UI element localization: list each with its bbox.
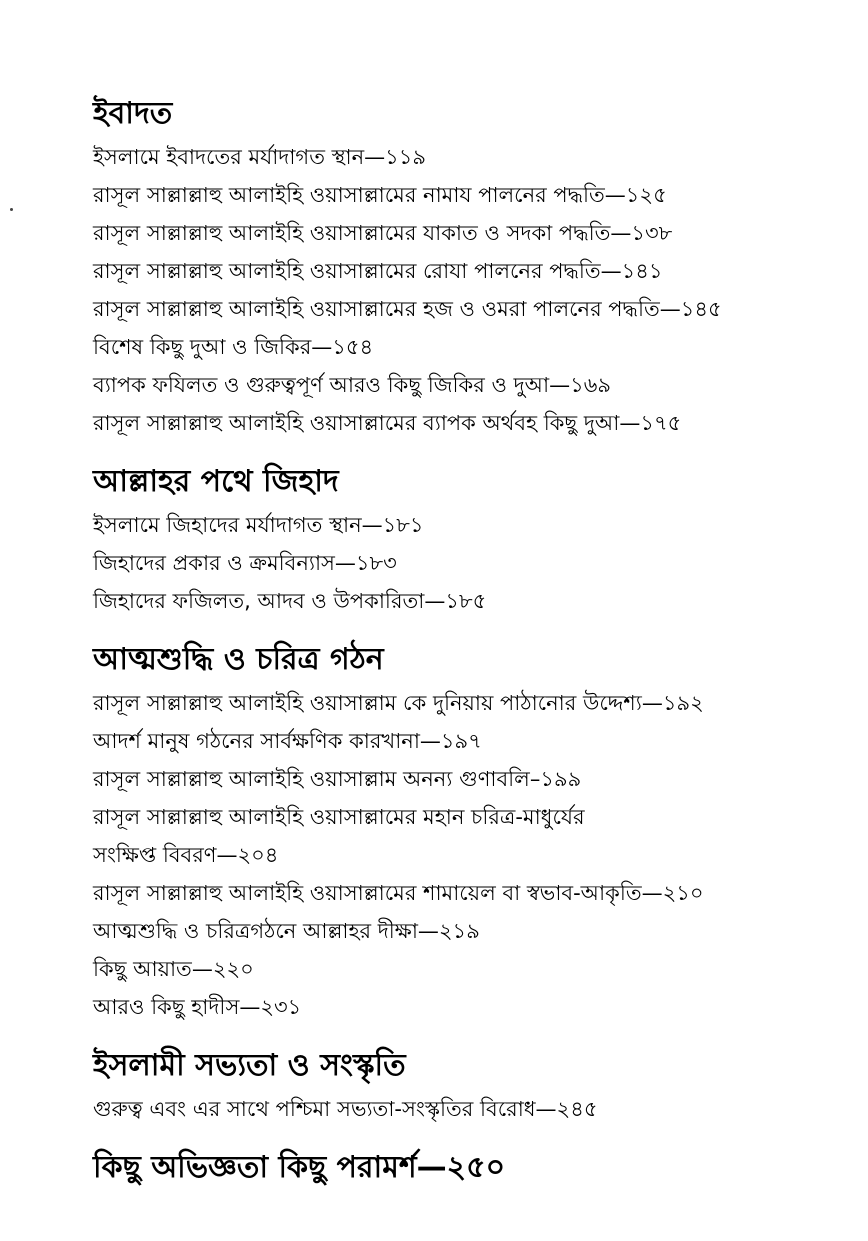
toc-entry: বিশেষ কিছু দুআ ও জিকির—১৫৪ [93,335,374,359]
section-ibadat [93,92,833,442]
toc-entry: আত্মশুদ্ধি ও চরিত্রগঠনে আল্লাহর দীক্ষা—২১৯ [93,919,480,943]
section-heading-text: কিছু অভিজ্ঞতা কিছু পরামর্শ [93,1150,417,1185]
section-gap [93,1026,833,1044]
toc-entry: সংক্ষিপ্ত বিবরণ—২০৪ [93,843,279,867]
section-gap [93,442,833,460]
toc-entry: রাসূল সাল্লাল্লাহু আলাইহি ওয়াসাল্লামের ব্যাপক অর্থবহ কিছু দুআ—১৭৫ [93,411,682,435]
toc-entry: আদর্শ মানুষ গঠনের সার্বক্ষণিক কারখানা—১৯৭ [93,729,482,753]
toc-entry: জিহাদের প্রকার ও ক্রমবিন্যাস—১৮৩ [93,551,397,575]
toc-entry: ব্যাপক ফযিলত ও গুরুত্বপূর্ণ আরও কিছু জিকির ও দুআ—১৬৯ [93,373,612,397]
toc-entry: ইসলামে জিহাদের মর্যাদাগত স্থান—১৮১ [93,513,424,537]
section-character [93,638,833,1026]
section-civilization [93,1044,833,1128]
toc-entry: জিহাদের ফজিলত, আদব ও উপকারিতা—১৮৫ [93,589,487,613]
toc-entry: ইসলামে ইবাদতের মর্যাদাগত স্থান—১১৯ [93,145,427,169]
toc-entry: রাসূল সাল্লাল্লাহু আলাইহি ওয়াসাল্লামের শামায়েল বা স্বভাব-আকৃতি—২১০ [93,881,704,905]
toc-entry: কিছু আয়াত—২২০ [93,957,254,981]
toc-entry: রাসূল সাল্লাল্লাহু আলাইহি ওয়াসাল্লাম অনন্য গুণাবলি–১৯৯ [93,767,582,791]
toc-entry: রাসূল সাল্লাল্লাহু আলাইহি ওয়াসাল্লাম কে দুনিয়ায় পাঠানোর উদ্দেশ্য—১৯২ [93,691,704,715]
toc-entry: রাসূল সাল্লাল্লাহু আলাইহি ওয়াসাল্লামের যাকাত ও সদকা পদ্ধতি—১৩৮ [93,221,673,245]
toc-entry: গুরুত্ব এবং এর সাথে পশ্চিমা সভ্যতা-সংস্কৃতির বিরোধ—২৪৫ [93,1097,598,1121]
section-heading: ইসলামী সভ্যতা ও সংস্কৃতি [93,1048,406,1083]
section-advice [93,1146,833,1190]
toc-entry: রাসূল সাল্লাল্লাহু আলাইহি ওয়াসাল্লামের নামায পালনের পদ্ধতি—১২৫ [93,183,667,207]
section-heading: ইবাদত [93,96,173,131]
toc-entry: আরও কিছু হাদীস—২৩১ [93,995,302,1019]
section-gap [93,1128,833,1146]
toc-entry: রাসূল সাল্লাল্লাহু আলাইহি ওয়াসাল্লামের মহান চরিত্র-মাধুর্যের [93,805,585,829]
toc-entry: রাসূল সাল্লাল্লাহু আলাইহি ওয়াসাল্লামের রোযা পালনের পদ্ধতি—১৪১ [93,259,663,283]
table-of-contents [93,92,833,1192]
section-jihad [93,460,833,620]
section-heading: আল্লাহর পথে জিহাদ [93,464,339,499]
toc-entry: রাসূল সাল্লাল্লাহু আলাইহি ওয়াসাল্লামের হজ ও ওমরা পালনের পদ্ধতি—১৪৫ [93,297,722,321]
section-page-number: —২৫০ [416,1150,506,1185]
section-heading: আত্মশুদ্ধি ও চরিত্র গঠন [93,642,384,677]
section-gap [93,620,833,638]
scan-speck [10,208,13,211]
section-heading [93,1146,833,1190]
